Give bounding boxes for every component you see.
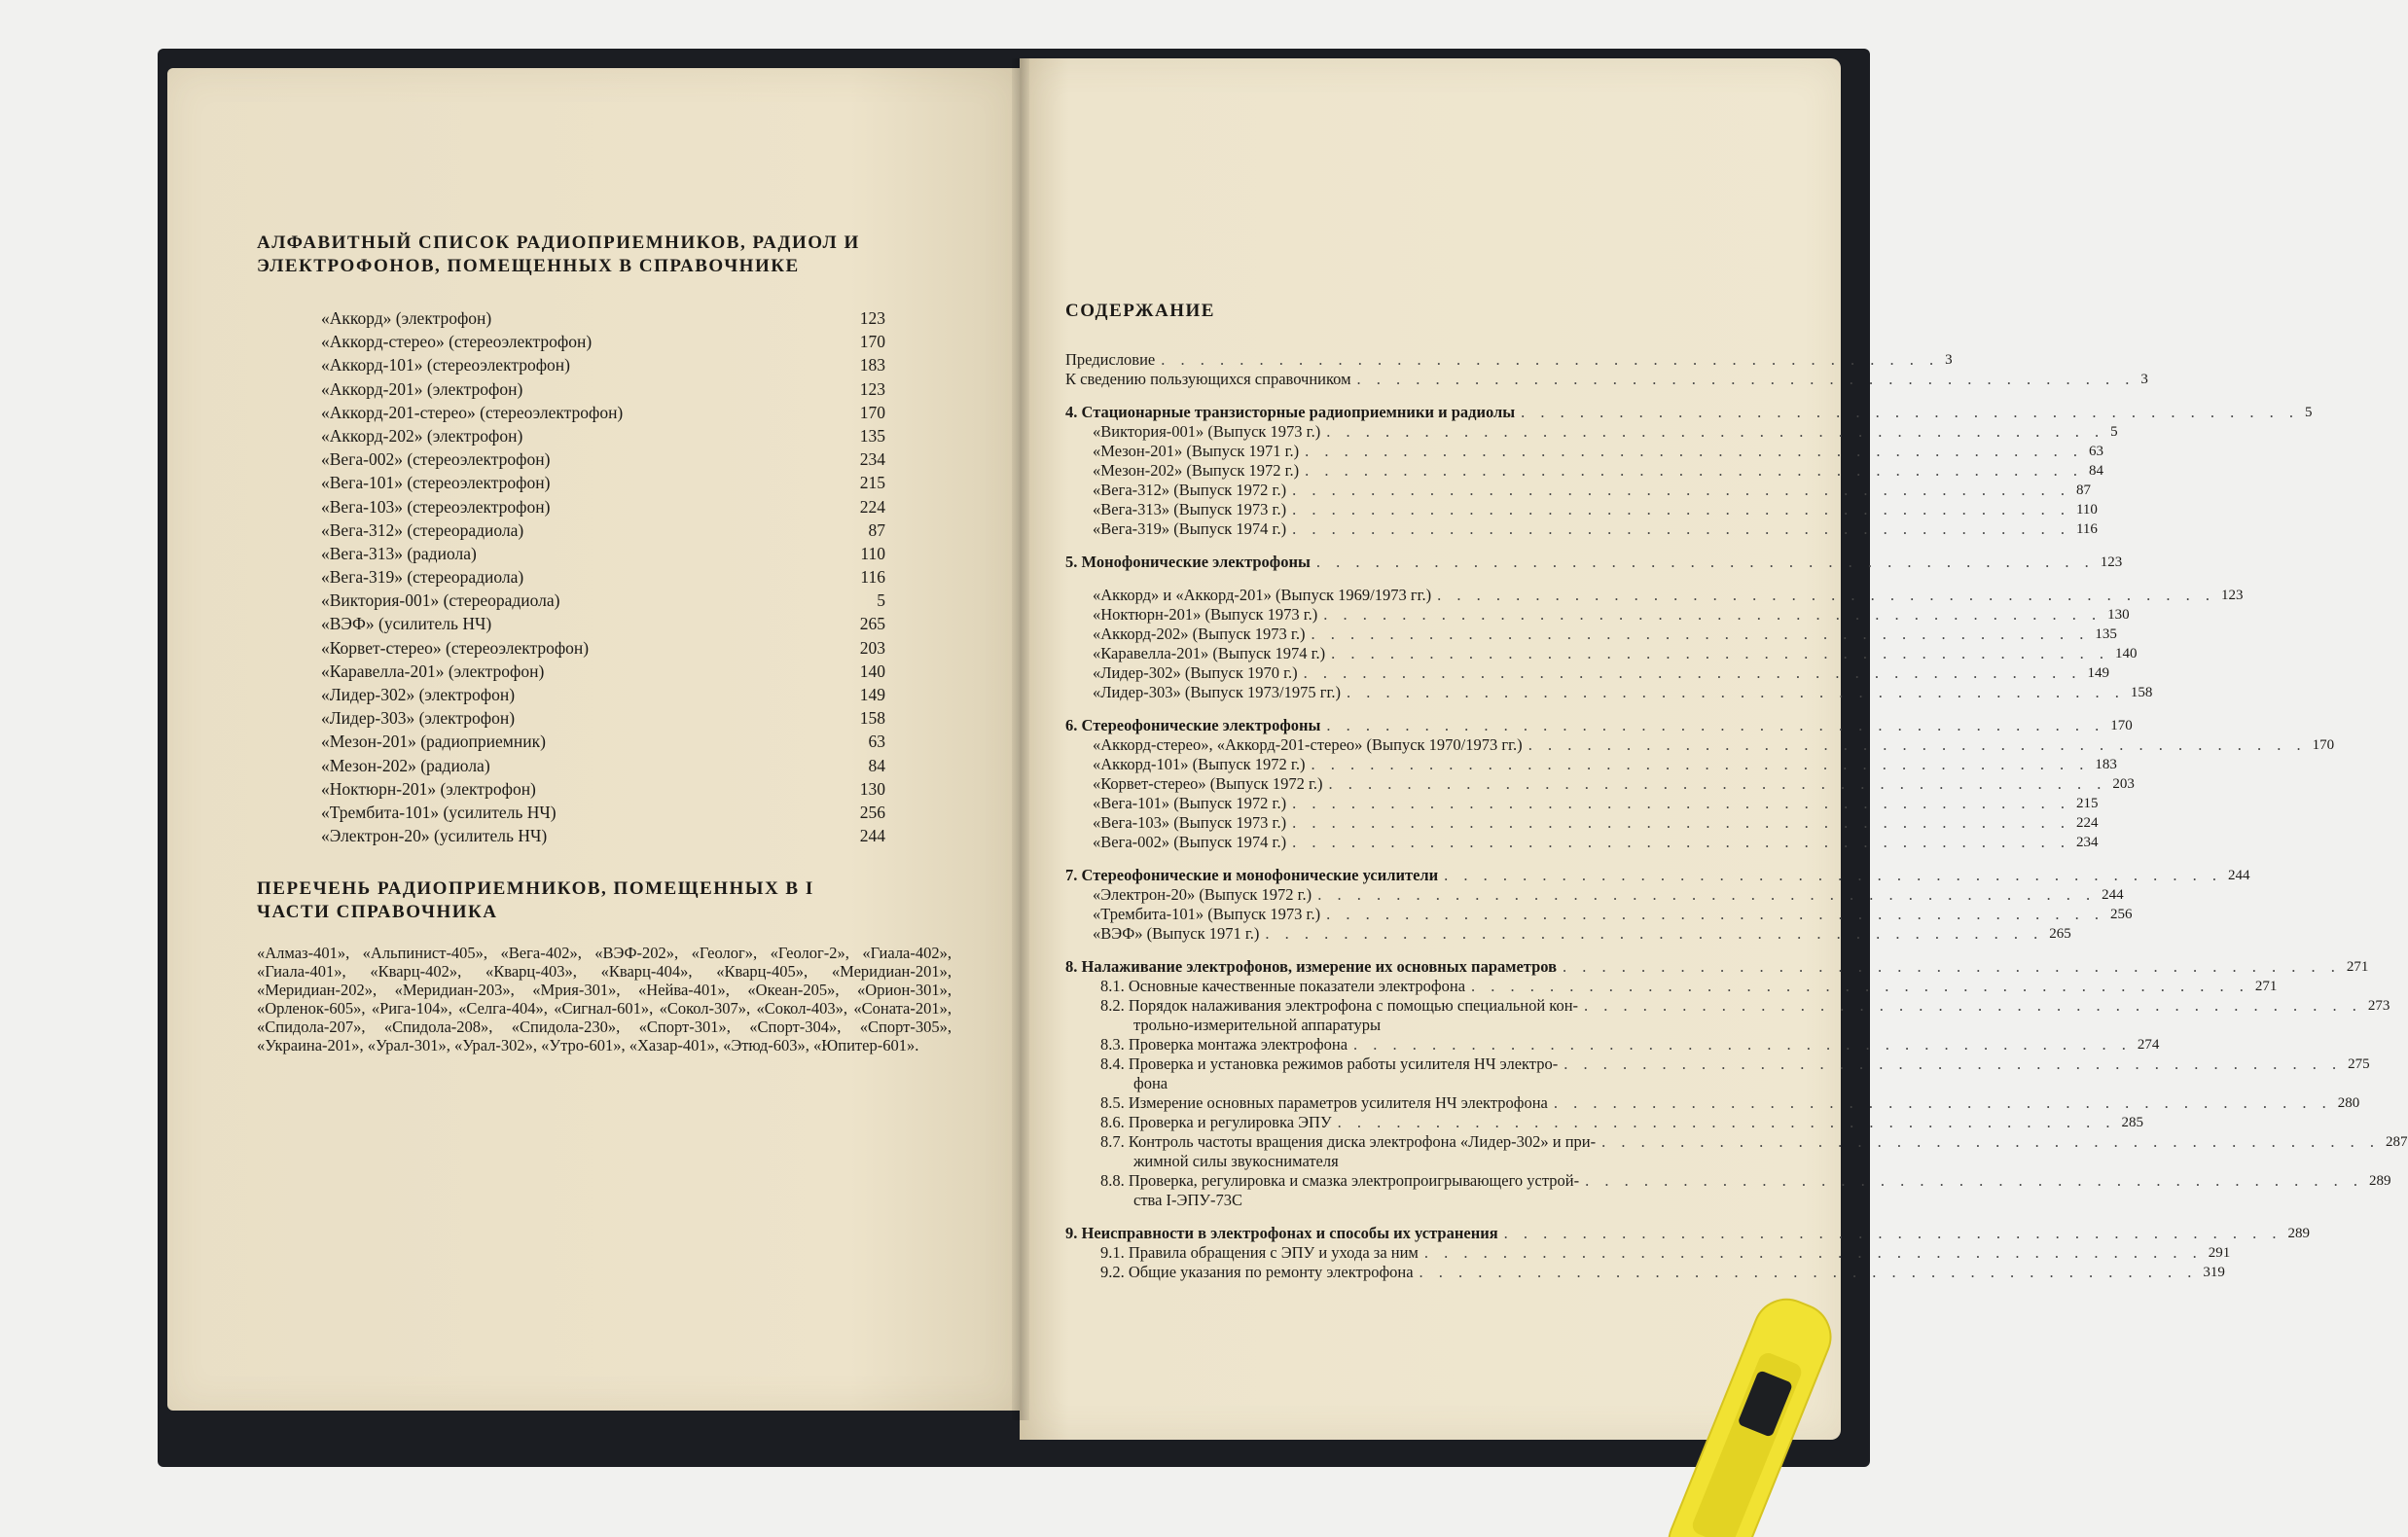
part-one-list-title: ПЕРЕЧЕНЬ РАДИОПРИЕМНИКОВ, ПОМЕЩЕННЫХ В I ЧАСТИ СПРАВОЧНИКА (257, 878, 814, 922)
toc-leader-dots: . . . . . . . . . . . . . . . . . . . . . . . . . . . . . . . . . . . . . . . . (1315, 553, 2095, 571)
part-one-list: «Алмаз-401», «Альпинист-405», «Вега-402», «ВЭФ-202», «Геолог», «Геолог-2», «Гиала-402», «Гиала-401», «Кварц-402», «Кварц-403», «Кварц-404», «Кварц-405», «Меридиан-201», «Меридиан-202», «Меридиан-203», «Мрия-301», «Нейва-401», «Океан-205», «Орион-301», «Орленок-605», «Рига-104», «Селга-404», «Сигнал-601», «Сокол-307», «Сокол-403», «Соната-201», «Спидола-207», «Спидола-208», «Спидола-230», «Спорт-301», «Спорт-304», «Спорт-305», «Украина-201», «Урал-301», «Урал-302», «Утро-601», «Хазар-401», «Этюд-603», «Юпитер-601». (257, 944, 952, 1054)
toc-entry-text: 8.8. Проверка, регулировка и смазка электропроигрывающего устрой- (1100, 1171, 1580, 1190)
list-item-name: «Трембита-101» (усилитель НЧ) (321, 802, 557, 822)
toc-entry-text: «Лидер-302» (Выпуск 1970 г.) (1093, 663, 1298, 682)
toc-entry-text: «Корвет-стерео» (Выпуск 1972 г.) (1093, 774, 1323, 793)
list-item-page: 256 (859, 802, 885, 822)
toc-section (1065, 553, 2123, 572)
toc-entry-page: 265 (2049, 926, 2071, 942)
toc-entry-text: 8.1. Основные качественные показатели электрофона (1100, 977, 1466, 995)
toc-entry-page: 271 (2254, 979, 2278, 994)
toc-entry-text: «Вега-101» (Выпуск 1972 г.) (1093, 794, 1287, 812)
toc-leader-dots: . . . . . . . . . . . . . . . . . . . . . . . . . . . . . . . . . . . . . . . . (1305, 442, 2084, 460)
list-item-page: 87 (868, 519, 885, 540)
list-item (321, 777, 885, 801)
toc-section (1065, 716, 2133, 735)
list-item (321, 306, 885, 330)
toc-leader-dots: . . . . . . . . . . . . . . . . . . . . . . . . . . . . . . . . . . . . . . . . (1471, 977, 2249, 995)
toc-entry-page: 84 (2089, 463, 2104, 479)
toc-leader-dots: . . . . . . . . . . . . . . . . . . . . . . . . . . . . . . . . . . . . . . . . (1317, 885, 2097, 904)
toc-continuation: ства I-ЭПУ-73С (1133, 1191, 1243, 1209)
list-item (321, 754, 885, 777)
toc-leader-dots: . . . . . . . . . . . . . . . . . . . . . . . . . . . . . . . . . . . . . . . . (1311, 755, 2090, 773)
list-item (321, 353, 885, 376)
toc-leader-dots: . . . . . . . . . . . . . . . . . . . . . . . . . . . . . . . . . . . . . . . . (1303, 663, 2082, 682)
list-item (321, 447, 885, 471)
list-item-page: 149 (859, 685, 885, 704)
list-item-page: 135 (859, 425, 885, 446)
toc-leader-dots: . . . . . . . . . . . . . . . . . . . . . . . . . . . . . . . . . . . . . . . . (1331, 644, 2110, 662)
toc-section (1065, 957, 2369, 977)
toc-leader-dots: . . . . . . . . . . . . . . . . . . . . . . . . . . . . . . . . . . . . . . . . (1337, 1113, 2116, 1131)
toc-gap (1065, 539, 1737, 553)
toc-gap (1065, 572, 1737, 586)
toc-entry (1065, 774, 2135, 794)
toc-entry-text: 5. Монофонические электрофоны (1065, 553, 1311, 571)
toc-entry-page: 273 (2367, 998, 2390, 1014)
list-item-name: «Лидер-303» (электрофон) (321, 708, 516, 729)
list-item-page: 170 (859, 402, 885, 422)
toc-entry-text: Предисловие (1065, 350, 1156, 369)
list-item-page: 215 (859, 473, 885, 493)
toc-entry-page: 203 (2112, 776, 2135, 792)
toc-entry (1065, 813, 2099, 833)
list-item (321, 801, 885, 824)
toc-entry (1065, 350, 1953, 370)
list-item-name: «Аккорд-стерео» (стереоэлектрофон) (321, 332, 593, 352)
toc-entry-page: 274 (2137, 1037, 2160, 1053)
toc-entry-text: «Аккорд-стерео», «Аккорд-201-стерео» (Выпуск 1970/1973 гг.) (1093, 735, 1523, 754)
toc-leader-dots: . . . . . . . . . . . . . . . . . . . . . . . . . . . . . . . . . . . . . . . . (1326, 422, 2105, 441)
toc-entry-text: 9. Неисправности в электрофонах и способы их устранения (1065, 1224, 1498, 1242)
list-item-page: 224 (859, 496, 885, 517)
toc-entry (1065, 1171, 2391, 1191)
list-item-name: «Аккорд-202» (электрофон) (321, 425, 523, 446)
toc-entry (1065, 461, 2104, 481)
list-item (321, 330, 885, 353)
toc-entry-page: 285 (2121, 1115, 2144, 1130)
toc-gap (1065, 852, 1737, 866)
toc-section (1065, 403, 2313, 422)
toc-entry-text: К сведению пользующихся справочником (1065, 370, 1351, 388)
toc-entry (1065, 519, 2098, 539)
toc-leader-dots: . . . . . . . . . . . . . . . . . . . . . . . . . . . . . . . . . . . . . . . . (1527, 735, 2307, 754)
toc-entry-text: 8.5. Измерение основных параметров усилителя НЧ электрофона (1100, 1093, 1548, 1112)
list-item (321, 518, 885, 542)
toc-entry-text: «Ноктюрн-201» (Выпуск 1973 г.) (1093, 605, 1318, 624)
toc-entry (1065, 1113, 2144, 1132)
list-item-page: 234 (859, 449, 885, 470)
toc-leader-dots: . . . . . . . . . . . . . . . . . . . . . . . . . . . . . . . . . . . . . . . . (1423, 1243, 2203, 1262)
toc-leader-dots: . . . . . . . . . . . . . . . . . . . . . . . . . . . . . . . . . . . . . . . . (1161, 350, 1940, 369)
list-item-name: «Мезон-202» (радиола) (321, 755, 490, 775)
list-item-page: 130 (859, 778, 885, 799)
toc-leader-dots: . . . . . . . . . . . . . . . . . . . . . . . . . . . . . . . . . . . . . . . . (1503, 1224, 2282, 1242)
toc-entry-text: 7. Стереофонические и монофонические усилители (1065, 866, 1439, 884)
toc-entry-page: 135 (2095, 626, 2117, 642)
toc-entry (1065, 977, 2278, 996)
toc-entry-text: «Вега-002» (Выпуск 1974 г.) (1093, 833, 1287, 851)
toc-leader-dots: . . . . . . . . . . . . . . . . . . . . . . . . . . . . . . . . . . . . . . . . (1311, 625, 2090, 643)
toc-entry-page: 123 (2100, 554, 2123, 570)
toc-continuation: жимной силы звукоснимателя (1133, 1152, 1339, 1170)
toc-gap (1065, 1210, 1737, 1224)
toc-leader-dots: . . . . . . . . . . . . . . . . . . . . . . . . . . . . . . . . . . . . . . . . (1356, 370, 2136, 388)
toc-entry (1065, 442, 2104, 461)
toc-entry (1065, 833, 2099, 852)
toc-entry-text: 9.2. Общие указания по ремонту электрофона (1100, 1263, 1414, 1281)
list-item-name: «Вега-312» (стереорадиола) (321, 519, 524, 540)
toc-entry-text: «Мезон-201» (Выпуск 1971 г.) (1093, 442, 1300, 460)
list-item (321, 636, 885, 660)
list-item-page: 84 (868, 755, 885, 775)
toc-entry-text: 8.6. Проверка и регулировка ЭПУ (1100, 1113, 1332, 1131)
book-gutter (1012, 58, 1029, 1420)
toc-gap (1065, 944, 1737, 957)
toc-entry-text: 8.2. Порядок налаживания электрофона с помощью специальной кон- (1100, 996, 1579, 1015)
toc-leader-dots: . . . . . . . . . . . . . . . . . . . . . . . . . . . . . . . . . . . . . . . . (1292, 813, 2070, 832)
alphabetical-list (321, 306, 885, 847)
toc-leader-dots: . . . . . . . . . . . . . . . . . . . . . . . . . . . . . . . . . . . . . . . . (1585, 1171, 2363, 1190)
toc-entry-text: 8.3. Проверка монтажа электрофона (1100, 1035, 1348, 1054)
toc-entry (1065, 1093, 2360, 1113)
toc-entry (1065, 1054, 2370, 1074)
list-item (321, 660, 885, 683)
toc-leader-dots: . . . . . . . . . . . . . . . . . . . . . . . . . . . . . . . . . . . . . . . . (1553, 1093, 2332, 1112)
toc-leader-dots: . . . . . . . . . . . . . . . . . . . . . . . . . . . . . . . . . . . . . . . . (1292, 794, 2070, 812)
toc-gap (1065, 702, 1737, 716)
toc-continuation: фона (1133, 1074, 1168, 1092)
list-item (321, 730, 885, 753)
list-item (321, 542, 885, 565)
toc-entry-page: 215 (2075, 796, 2099, 811)
toc-entry-page: 275 (2348, 1056, 2370, 1072)
toc-entry-page: 5 (2305, 405, 2313, 420)
toc-entry-page: 224 (2075, 815, 2099, 831)
toc-entry (1065, 1132, 2408, 1152)
list-item (321, 424, 885, 447)
toc-entry (1065, 996, 2390, 1016)
toc-entry-text: 4. Стационарные транзисторные радиоприемники и радиолы (1065, 403, 1516, 421)
toc-entry (1065, 422, 2118, 442)
toc-leader-dots: . . . . . . . . . . . . . . . . . . . . . . . . . . . . . . . . . . . . . . . . (1292, 481, 2070, 499)
toc-entry-text: 8.4. Проверка и установка режимов работы усилителя НЧ электро- (1100, 1054, 1559, 1073)
toc-entry-text: «Виктория-001» (Выпуск 1973 г.) (1093, 422, 1321, 441)
toc-leader-dots: . . . . . . . . . . . . . . . . . . . . . . . . . . . . . . . . . . . . . . . . (1444, 866, 2223, 884)
toc-entry-text: «Аккорд-202» (Выпуск 1973 г.) (1093, 625, 1306, 643)
toc-entry (1065, 683, 2153, 702)
list-item-name: «Аккорд-101» (стереоэлектрофон) (321, 355, 570, 375)
toc-entry-page: 149 (2087, 665, 2110, 681)
list-item (321, 471, 885, 494)
toc-entry (1065, 663, 2110, 683)
toc-entry-page: 87 (2075, 483, 2091, 498)
toc-entry (1065, 885, 2124, 905)
toc-entry-text: 6. Стереофонические электрофоны (1065, 716, 1321, 734)
toc-entry-page: 287 (2386, 1134, 2408, 1150)
alphabetical-list-title: АЛФАВИТНЫЙ СПИСОК РАДИОПРИЕМНИКОВ, РАДИОЛ И ЭЛЕКТРОФОНОВ, ПОМЕЩЕННЫХ В СПРАВОЧНИКЕ (257, 232, 860, 276)
list-item (321, 401, 885, 424)
toc-entry-page: 116 (2075, 521, 2098, 537)
list-item (321, 824, 885, 847)
toc-entry-text: «Вега-103» (Выпуск 1973 г.) (1093, 813, 1287, 832)
list-item-name: «Вега-103» (стереоэлектрофон) (321, 496, 551, 517)
toc-entry-page: 158 (2130, 685, 2153, 700)
list-item (321, 683, 885, 706)
list-item-name: «Лидер-302» (электрофон) (321, 685, 516, 704)
toc-leader-dots: . . . . . . . . . . . . . . . . . . . . . . . . . . . . . . . . . . . . . . . . (1563, 957, 2341, 976)
toc-leader-dots: . . . . . . . . . . . . . . . . . . . . . . . . . . . . . . . . . . . . . . . . (1326, 905, 2104, 923)
list-item-page: 116 (860, 567, 885, 588)
toc-entry-text: «Вега-313» (Выпуск 1973 г.) (1093, 500, 1287, 518)
toc-entry-text: «ВЭФ» (Выпуск 1971 г.) (1093, 924, 1260, 943)
toc-entry (1065, 1263, 2225, 1282)
toc-entry-text: «Каравелла-201» (Выпуск 1974 г.) (1093, 644, 1326, 662)
toc-leader-dots: . . . . . . . . . . . . . . . . . . . . . . . . . . . . . . . . . . . . . . . . (1353, 1035, 2132, 1054)
toc-entry-text: «Лидер-303» (Выпуск 1973/1975 гг.) (1093, 683, 1341, 701)
toc-entry-text: «Аккорд» и «Аккорд-201» (Выпуск 1969/1973 гг.) (1093, 586, 1432, 604)
toc-entry-page: 63 (2089, 444, 2104, 459)
toc-entry-page: 291 (2208, 1245, 2231, 1261)
list-item-page: 123 (859, 308, 885, 328)
toc-entry (1065, 586, 2244, 605)
utility-knife-icon (1683, 1284, 1829, 1537)
list-item-page: 140 (859, 661, 885, 681)
list-item-name: «Корвет-стерео» (стереоэлектрофон) (321, 637, 590, 658)
toc-entry-page: 244 (2102, 887, 2124, 903)
list-item (321, 706, 885, 730)
toc-entry (1065, 794, 2099, 813)
list-item (321, 589, 885, 612)
list-item (321, 565, 885, 589)
list-item-name: «Аккорд-201-стерео» (стереоэлектрофон) (321, 402, 624, 422)
list-item-name: «Вега-319» (стереорадиола) (321, 567, 524, 588)
toc-leader-dots: . . . . . . . . . . . . . . . . . . . . . . . . . . . . . . . . . . . . . . . . (1563, 1054, 2343, 1073)
list-item-name: «Виктория-001» (стереорадиола) (321, 590, 560, 611)
toc-entry-text: «Вега-312» (Выпуск 1972 г.) (1093, 481, 1287, 499)
toc-entry (1065, 500, 2098, 519)
toc-leader-dots: . . . . . . . . . . . . . . . . . . . . . . . . . . . . . . . . . . . . . . . . (1265, 924, 2044, 943)
toc-leader-dots: . . . . . . . . . . . . . . . . . . . . . . . . . . . . . . . . . . . . . . . . (1419, 1263, 2198, 1281)
toc-entry (1065, 370, 2148, 389)
list-item-page: 63 (868, 732, 885, 752)
toc-section (1065, 866, 2250, 885)
toc-entry-text: «Аккорд-101» (Выпуск 1972 г.) (1093, 755, 1306, 773)
toc-leader-dots: . . . . . . . . . . . . . . . . . . . . . . . . . . . . . . . . . . . . . . . . (1292, 519, 2070, 538)
toc-entry-page: 140 (2115, 646, 2138, 661)
toc-leader-dots: . . . . . . . . . . . . . . . . . . . . . . . . . . . . . . . . . . . . . . . . (1292, 833, 2070, 851)
toc-entry-page: 170 (2312, 737, 2335, 753)
toc-entry (1065, 644, 2138, 663)
list-item-page: 170 (859, 332, 885, 352)
toc-entry-page: 256 (2109, 907, 2133, 922)
list-item-name: «Аккорд-201» (электрофон) (321, 378, 523, 399)
toc-entry (1065, 924, 2071, 944)
toc-entry-page: 170 (2110, 718, 2133, 733)
toc-leader-dots: . . . . . . . . . . . . . . . . . . . . . . . . . . . . . . . . . . . . . . . . (1521, 403, 2300, 421)
toc-entry-page: 271 (2346, 959, 2369, 975)
toc-entry-text: 8.7. Контроль частоты вращения диска электрофона «Лидер-302» и при- (1100, 1132, 1597, 1151)
toc-entry (1065, 625, 2117, 644)
toc-entry-page: 3 (1945, 352, 1953, 368)
toc-entry-text: «Трембита-101» (Выпуск 1973 г.) (1093, 905, 1321, 923)
toc-entry-page: 234 (2075, 835, 2099, 850)
toc-entry-page: 110 (2075, 502, 2098, 518)
list-item-name: «Вега-101» (стереоэлектрофон) (321, 473, 551, 493)
toc-entry (1065, 735, 2335, 755)
list-item-page: 110 (860, 543, 885, 563)
toc-entry-text: «Мезон-202» (Выпуск 1972 г.) (1093, 461, 1300, 480)
list-item-name: «Мезон-201» (радиоприемник) (321, 732, 546, 752)
list-item-name: «Вега-002» (стереоэлектрофон) (321, 449, 551, 470)
toc-entry-page: 289 (2368, 1173, 2391, 1189)
list-item-name: «Электрон-20» (усилитель НЧ) (321, 826, 548, 846)
toc-entry (1065, 905, 2133, 924)
toc-entry-text: «Вега-319» (Выпуск 1974 г.) (1093, 519, 1287, 538)
list-item-name: «Каравелла-201» (электрофон) (321, 661, 545, 681)
toc-entry-text: «Электрон-20» (Выпуск 1972 г.) (1093, 885, 1312, 904)
contents-title: СОДЕРЖАНИЕ (1065, 301, 1215, 321)
table-of-contents (1065, 350, 2408, 1282)
toc-leader-dots: . . . . . . . . . . . . . . . . . . . . . . . . . . . . . . . . . . . . . . . . (1326, 716, 2105, 734)
toc-leader-dots: . . . . . . . . . . . . . . . . . . . . . . . . . . . . . . . . . . . . . . . . (1347, 683, 2125, 701)
toc-entry-page: 5 (2110, 424, 2118, 440)
toc-entry-page: 244 (2228, 868, 2250, 883)
toc-entry-page: 123 (2221, 588, 2244, 603)
toc-entry (1065, 755, 2117, 774)
toc-section (1065, 1224, 2311, 1243)
toc-gap (1065, 389, 1737, 403)
toc-leader-dots: . . . . . . . . . . . . . . . . . . . . . . . . . . . . . . . . . . . . . . . . (1437, 586, 2216, 604)
list-item-page: 183 (859, 355, 885, 375)
toc-leader-dots: . . . . . . . . . . . . . . . . . . . . . . . . . . . . . . . . . . . . . . . . (1305, 461, 2084, 480)
list-item-page: 244 (859, 826, 885, 846)
toc-entry (1065, 1243, 2231, 1263)
toc-entry (1065, 1035, 2160, 1054)
list-item-name: «ВЭФ» (усилитель НЧ) (321, 614, 492, 634)
toc-entry (1065, 481, 2091, 500)
list-item-name: «Аккорд» (электрофон) (321, 308, 492, 328)
list-item-page: 123 (859, 378, 885, 399)
list-item-page: 5 (877, 590, 885, 611)
toc-entry-page: 3 (2140, 372, 2148, 387)
toc-entry-text: 9.1. Правила обращения с ЭПУ и ухода за ним (1100, 1243, 1419, 1262)
toc-entry-text: 8. Налаживание электрофонов, измерение их основных параметров (1065, 957, 1558, 976)
toc-entry-page: 183 (2095, 757, 2117, 772)
toc-entry-page: 280 (2337, 1095, 2360, 1111)
toc-leader-dots: . . . . . . . . . . . . . . . . . . . . . . . . . . . . . . . . . . . . . . . . (1292, 500, 2070, 518)
list-item-page: 203 (859, 637, 885, 658)
list-item (321, 612, 885, 635)
toc-leader-dots: . . . . . . . . . . . . . . . . . . . . . . . . . . . . . . . . . . . . . . . . (1328, 774, 2107, 793)
toc-entry-page: 289 (2287, 1226, 2311, 1241)
list-item (321, 377, 885, 401)
toc-leader-dots: . . . . . . . . . . . . . . . . . . . . . . . . . . . . . . . . . . . . . . . . (1323, 605, 2103, 624)
toc-entry-page: 319 (2203, 1265, 2225, 1280)
toc-entry-page: 130 (2107, 607, 2130, 623)
list-item-name: «Вега-313» (радиола) (321, 543, 477, 563)
list-item-page: 158 (859, 708, 885, 729)
list-item-name: «Ноктюрн-201» (электрофон) (321, 778, 536, 799)
list-item (321, 495, 885, 518)
toc-leader-dots: . . . . . . . . . . . . . . . . . . . . . . . . . . . . . . . . . . . . . . . . (1601, 1132, 2381, 1151)
toc-entry (1065, 605, 2130, 625)
toc-leader-dots: . . . . . . . . . . . . . . . . . . . . . . . . . . . . . . . . . . . . . . . . (1584, 996, 2362, 1015)
list-item-page: 265 (859, 614, 885, 634)
toc-continuation: трольно-измерительной аппаратуры (1133, 1016, 1382, 1034)
